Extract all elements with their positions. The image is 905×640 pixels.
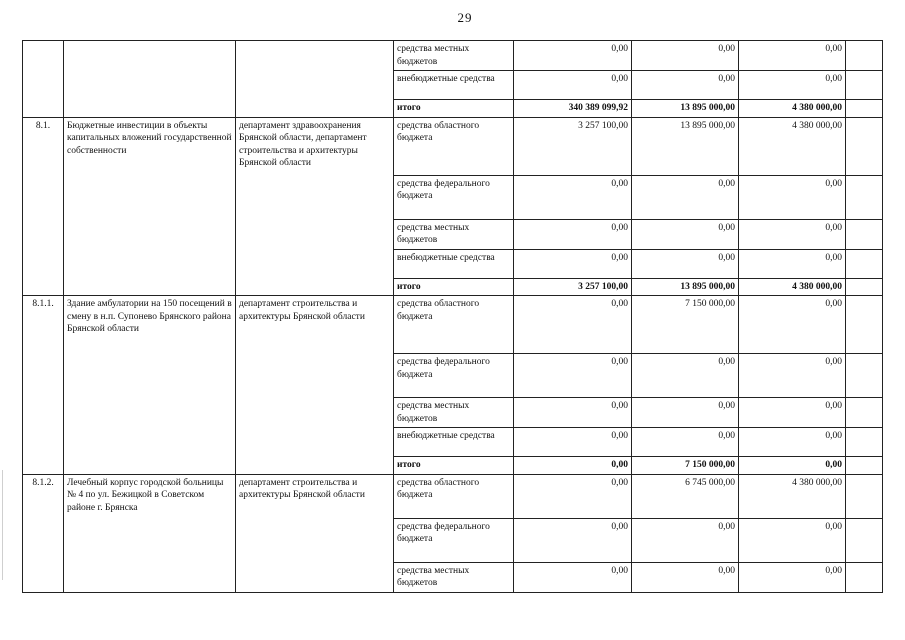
amount-1: 0,00 bbox=[514, 296, 632, 354]
item-executor: департамент строительства и архитектуры Брянской области bbox=[236, 474, 394, 592]
item-name: Здание амбулатории на 150 посещений в смену в н.п. Супонево Брянского района Брянской области bbox=[64, 296, 236, 475]
empty-cell bbox=[846, 354, 883, 398]
item-code bbox=[23, 41, 64, 118]
amount-3: 4 380 000,00 bbox=[739, 117, 846, 175]
amount-1: 340 389 099,92 bbox=[514, 100, 632, 118]
empty-cell bbox=[846, 41, 883, 71]
budget-table bbox=[22, 40, 883, 593]
amount-3: 0,00 bbox=[739, 428, 846, 457]
funding-source: средства местных бюджетов bbox=[394, 562, 514, 592]
empty-cell bbox=[846, 518, 883, 562]
empty-cell bbox=[846, 562, 883, 592]
empty-cell bbox=[846, 100, 883, 118]
item-executor: департамент здравоохранения Брянской области, департамент строительства и архитектуры Брянской области bbox=[236, 117, 394, 296]
funding-source-total: итого bbox=[394, 457, 514, 475]
empty-cell bbox=[846, 428, 883, 457]
amount-2: 13 895 000,00 bbox=[632, 278, 739, 296]
empty-cell bbox=[846, 219, 883, 249]
item-code: 8.1.1. bbox=[23, 296, 64, 475]
amount-3: 0,00 bbox=[739, 518, 846, 562]
funding-source-total: итого bbox=[394, 278, 514, 296]
item-name bbox=[64, 41, 236, 118]
amount-1: 0,00 bbox=[514, 175, 632, 219]
item-executor bbox=[236, 41, 394, 118]
amount-3: 4 380 000,00 bbox=[739, 100, 846, 118]
funding-source: внебюджетные средства bbox=[394, 249, 514, 278]
amount-2: 0,00 bbox=[632, 175, 739, 219]
empty-cell bbox=[846, 71, 883, 100]
item-code: 8.1. bbox=[23, 117, 64, 296]
funding-source: средства местных бюджетов bbox=[394, 398, 514, 428]
funding-source: средства областного бюджета bbox=[394, 474, 514, 518]
table-row bbox=[23, 296, 883, 354]
amount-3: 0,00 bbox=[739, 296, 846, 354]
empty-cell bbox=[846, 296, 883, 354]
amount-1: 0,00 bbox=[514, 428, 632, 457]
amount-2: 7 150 000,00 bbox=[632, 296, 739, 354]
amount-3: 4 380 000,00 bbox=[739, 474, 846, 518]
amount-2: 0,00 bbox=[632, 71, 739, 100]
amount-3: 0,00 bbox=[739, 175, 846, 219]
funding-source: средства федерального бюджета bbox=[394, 518, 514, 562]
empty-cell bbox=[846, 457, 883, 475]
item-name: Бюджетные инвестиции в объекты капитальных вложений государственной собственности bbox=[64, 117, 236, 296]
table-row bbox=[23, 117, 883, 175]
amount-3: 0,00 bbox=[739, 398, 846, 428]
item-executor: департамент строительства и архитектуры Брянской области bbox=[236, 296, 394, 475]
amount-2: 0,00 bbox=[632, 354, 739, 398]
funding-source: средства местных бюджетов bbox=[394, 41, 514, 71]
amount-2: 0,00 bbox=[632, 428, 739, 457]
amount-1: 0,00 bbox=[514, 398, 632, 428]
amount-2: 13 895 000,00 bbox=[632, 100, 739, 118]
empty-cell bbox=[846, 249, 883, 278]
amount-1: 0,00 bbox=[514, 474, 632, 518]
amount-1: 0,00 bbox=[514, 219, 632, 249]
amount-2: 7 150 000,00 bbox=[632, 457, 739, 475]
amount-2: 0,00 bbox=[632, 518, 739, 562]
amount-2: 0,00 bbox=[632, 41, 739, 71]
funding-source: внебюджетные средства bbox=[394, 428, 514, 457]
amount-2: 13 895 000,00 bbox=[632, 117, 739, 175]
amount-1: 3 257 100,00 bbox=[514, 117, 632, 175]
amount-3: 4 380 000,00 bbox=[739, 278, 846, 296]
empty-cell bbox=[846, 398, 883, 428]
amount-3: 0,00 bbox=[739, 249, 846, 278]
amount-3: 0,00 bbox=[739, 219, 846, 249]
amount-1: 0,00 bbox=[514, 518, 632, 562]
amount-3: 0,00 bbox=[739, 71, 846, 100]
amount-3: 0,00 bbox=[739, 457, 846, 475]
funding-source: средства областного бюджета bbox=[394, 117, 514, 175]
funding-source: средства местных бюджетов bbox=[394, 219, 514, 249]
table-row bbox=[23, 41, 883, 71]
amount-2: 0,00 bbox=[632, 219, 739, 249]
amount-1: 0,00 bbox=[514, 71, 632, 100]
amount-1: 0,00 bbox=[514, 249, 632, 278]
amount-1: 0,00 bbox=[514, 562, 632, 592]
amount-1: 3 257 100,00 bbox=[514, 278, 632, 296]
amount-2: 0,00 bbox=[632, 249, 739, 278]
funding-source: средства федерального бюджета bbox=[394, 354, 514, 398]
funding-source: внебюджетные средства bbox=[394, 71, 514, 100]
funding-source: средства федерального бюджета bbox=[394, 175, 514, 219]
item-name: Лечебный корпус городской больницы № 4 по ул. Бежицкой в Советском районе г. Брянска bbox=[64, 474, 236, 592]
amount-3: 0,00 bbox=[739, 562, 846, 592]
table-row bbox=[23, 474, 883, 518]
amount-3: 0,00 bbox=[739, 41, 846, 71]
amount-1: 0,00 bbox=[514, 41, 632, 71]
amount-1: 0,00 bbox=[514, 354, 632, 398]
item-code: 8.1.2. bbox=[23, 474, 64, 592]
empty-cell bbox=[846, 175, 883, 219]
amount-1: 0,00 bbox=[514, 457, 632, 475]
amount-2: 0,00 bbox=[632, 398, 739, 428]
empty-cell bbox=[846, 474, 883, 518]
empty-cell bbox=[846, 117, 883, 175]
amount-2: 0,00 bbox=[632, 562, 739, 592]
amount-3: 0,00 bbox=[739, 354, 846, 398]
funding-source-total: итого bbox=[394, 100, 514, 118]
amount-2: 6 745 000,00 bbox=[632, 474, 739, 518]
empty-cell bbox=[846, 278, 883, 296]
page-number: 29 bbox=[457, 10, 473, 25]
scan-edge-mark bbox=[2, 470, 3, 580]
funding-source: средства областного бюджета bbox=[394, 296, 514, 354]
